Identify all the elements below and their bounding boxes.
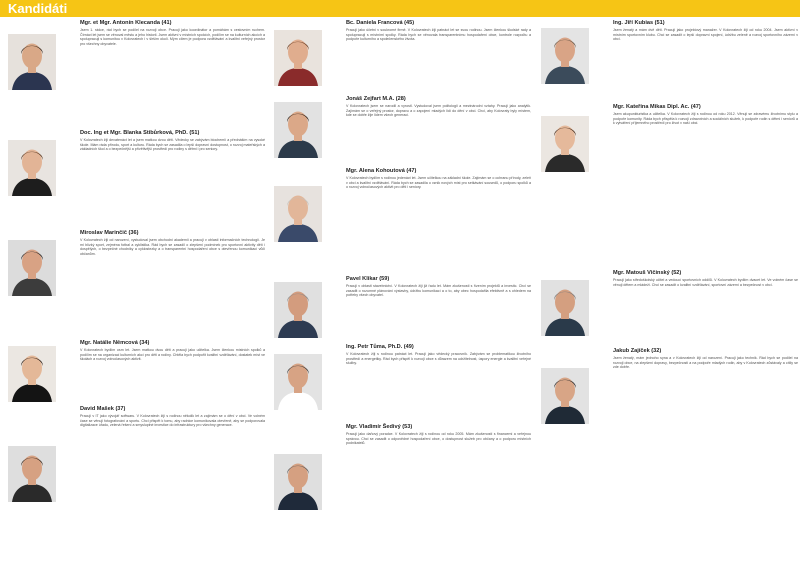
candidate-photo [8, 140, 56, 196]
candidates-column-3 [539, 20, 798, 538]
candidate-photo [274, 454, 322, 510]
portrait-face [555, 38, 575, 63]
candidate-card [6, 406, 265, 556]
candidate-card [6, 130, 265, 230]
candidate-name: Mgr. et Mgr. Antonín Klecanda (41) [80, 20, 172, 26]
candidate-bio: Jsem akupunkturistka a učitelka. V Kolovratech žiji s rodinou od roku 2012. Věnuji se zdravému životnímu stylu a podpoře komunity. Ráda bych přispěla k rozvoji zdravotních a sociálních služeb, k podpoře rodin s dětmi i seniorů a k vytváření příjemného prostředí pro život v naší obci. [613, 112, 798, 126]
candidate-card [272, 276, 531, 344]
portrait-face [288, 292, 308, 317]
candidate-name: Mgr. Vladimír Šedivý (53) [346, 424, 413, 430]
candidate-name: Mgr. Kateřina Mikas Dipl. Ac. (47) [613, 104, 701, 110]
portrait-image [541, 116, 589, 172]
candidates-column-2 [272, 20, 531, 538]
candidate-bio: Pracuji jako středoškolský učitel a vedoucí sportovních oddílů. V Kolovratech bydlím dvacet let. Ve volném čase se věnuji dětem a mládeži. Chci se zasadit o kvalitní vzdělávání, sportovní zázemí a bezpečnost v obci. [613, 278, 798, 287]
portrait-face [22, 150, 42, 175]
portrait-image [8, 240, 56, 296]
portrait-face [555, 126, 575, 151]
candidate-photo [274, 102, 322, 158]
portrait-image [8, 140, 56, 196]
candidate-card [272, 424, 531, 538]
candidate-card [272, 168, 531, 276]
candidate-photo [8, 240, 56, 296]
portrait-face [22, 356, 42, 381]
candidate-name: Bc. Daniela Francová (45) [346, 20, 415, 26]
candidate-bio: Pracuji v IT jako vývojář softwaru. V Kolovratech žiji s rodinou několik let a zajímám se o dění v obci. Ve volném čase se věnuji fotografování a sportu. Chci přispět k tomu, aby radnice komunikovala otevřeně, aby se podporovala digitalizace úřadu, zelená řešení a smysluplné investice do infrastruktury pro všechny generace. [80, 414, 265, 428]
candidate-photo [274, 30, 322, 86]
portrait-face [22, 250, 42, 275]
portrait-image [541, 28, 589, 84]
portrait-image [8, 446, 56, 502]
candidate-name: Mgr. Natálie Němcová (34) [80, 340, 150, 346]
candidate-card [6, 340, 265, 406]
candidate-card [6, 230, 265, 340]
portrait-image [274, 186, 322, 242]
candidate-name: Mgr. Alena Kohoutová (47) [346, 168, 417, 174]
portrait-face [288, 464, 308, 489]
candidate-photo [541, 116, 589, 172]
candidate-name: Ing. Petr Tůma, Ph.D. (49) [346, 344, 414, 350]
page-title: Kandidáti [8, 1, 68, 16]
candidate-photo [541, 28, 589, 84]
portrait-image [8, 346, 56, 402]
candidate-card [272, 20, 531, 96]
candidate-name: Pavel Klikar (59) [346, 276, 390, 282]
candidate-bio: V Kolovratech bydlím osm let. Jsem matkou dvou dětí a pracuji jako učitelka. Jsem členkou místních spolků a podílím se na organizaci kulturních akcí pro děti a rodiny. Chtěla bych podpořit kvalitní vzdělávání, dostatek míst ve školách a rozvoj volnočasových aktivit. [80, 348, 265, 362]
candidate-photo [541, 280, 589, 336]
candidate-bio: V Kolovratech žiji s rodinou patnáct let. Pracuji jako vědecký pracovník. Zabývám se problematikou životního prostředí a energetiky. Rád bych přispěl k rozvoji obce s důrazem na udržitelnost, úspory energie a kvalitní veřejné služby. [346, 352, 531, 366]
candidate-name: Doc. Ing et Mgr. Blanka Stibůrková, PhD. (51) [80, 130, 200, 136]
portrait-image [8, 34, 56, 90]
candidate-photo [8, 346, 56, 402]
candidate-name: Jakub Zajíček (32) [613, 348, 662, 354]
portrait-image [274, 354, 322, 410]
candidates-column-1 [6, 20, 265, 556]
candidate-card [6, 20, 265, 130]
candidate-name: David Mašek (37) [80, 406, 126, 412]
candidate-card [272, 344, 531, 424]
portrait-image [274, 102, 322, 158]
portrait-face [288, 196, 308, 221]
candidate-bio: Pracuji jako účetní v soukromé firmě. V Kolovratech žiji patnáct let se svou rodinou. Jsem členkou školské rady a spolupracuji s místními spolky. Ráda bych se věnovala transparentnímu hospodaření obce, kontrole rozpočtu a podpoře kulturního a společenského života. [346, 28, 531, 42]
candidate-bio: Pracuji jako daňový poradce. V Kolovratech žiji s rodinou od roku 2005. Mám zkušenosti s financemi a veřejnou správou. Chci se zasadit o odpovědné hospodaření obce, o dostupnost služeb pro občany a o podporu místních podnikatelů. [346, 432, 531, 446]
candidate-bio: V Kolovratech bydlím s rodinou jedenáct let. Jsem učitelkou na základní škole. Zajímám se o ochranu přírody, zeleň v obci a kvalitní vzdělávání. Ráda bych se zasadila o vznik nových míst pro setkávání sousedů, o podporu spolků a o rozvoj volnočasových aktivit pro děti i seniory. [346, 176, 531, 190]
candidate-card [539, 270, 798, 348]
candidate-name: Jonáš Zejfart M.A. (28) [346, 96, 406, 102]
portrait-image [274, 282, 322, 338]
page-header [0, 0, 800, 17]
candidate-bio: V Kolovratech žiji od narození, vystudoval jsem obchodní akademii a pracuji v oblasti informačních technologií. Je mi blízký sport, zejména fotbal a cyklistika. Rád bych se zasadil o zlepšení podmínek pro sportovní aktivity dětí i dospělých, o bezpečné chodníky a cyklostezky a o transparentní hospodaření obce s otevřenou komunikací vůči občanům. [80, 238, 265, 257]
portrait-image [541, 368, 589, 424]
candidate-name: Miroslav Marinčič (36) [80, 230, 139, 236]
portrait-image [541, 280, 589, 336]
candidate-bio: Jsem ženatý a mám dvě děti. Pracuji jako projektový manažer. V Kolovratech žiji od roku 2004. Jsem aktivní v místním sportovním klubu. Chci se zasadit o lepší dopravní spojení, údržbu zeleně a rozvoj sportovního zázemí v obci. [613, 28, 798, 42]
candidate-bio: Jsem 1. rádce, rád bych se podílel na rozvoji obce. Pracuji jako koordinátor a pomáhám s cestovním ruchem. Čtrnáct let jsem se věnoval městu a jeho historii. Jsem aktivní v místních spolcích, podílím se na kulturních akcích a spolupracuji s komunitou v Kolovratech i v širším okolí. Mým cílem je podpora vzdělávání a kvalitní veřejný prostor pro všechny obyvatele. [80, 28, 265, 47]
candidate-bio: V Kolovratech žiji devatenáct let a jsem matkou dvou dětí. Vědecky se zabývám biochemií a přednáším na vysoké škole. Mám ráda přírodu, sport a kulturu. Ráda bych se zasadila o lepší dopravní dostupnost, o rozvoj mateřských a základních škol a o bezpečnější a přívětivější prostředí pro rodiny s dětmi i pro seniory. [80, 138, 265, 152]
candidate-bio: Pracuji v oblasti stavebnictví. V Kolovratech žiji již řadu let. Mám zkušenosti s řízením projektů a investic. Chci se zasadit o rozumné plánování výstavby, údržbu komunikací a o to, aby obec hospodařila efektivně a s ohledem na potřeby všech obyvatel. [346, 284, 531, 298]
portrait-face [288, 112, 308, 137]
candidate-photo [8, 34, 56, 90]
candidate-card [539, 20, 798, 104]
candidate-photo [274, 186, 322, 242]
candidate-name: Mgr. Matouš Vičinský (52) [613, 270, 682, 276]
portrait-image [274, 454, 322, 510]
candidate-name: Ing. Jiří Kubias (51) [613, 20, 665, 26]
candidate-photo [541, 368, 589, 424]
portrait-face [555, 290, 575, 315]
candidate-photo [8, 446, 56, 502]
portrait-face [288, 40, 308, 65]
portrait-image [274, 30, 322, 86]
portrait-face [288, 364, 308, 389]
candidate-card [539, 104, 798, 270]
portrait-face [22, 456, 42, 481]
candidate-bio: Jsem ženatý, mám jednoho syna a v Kolovratech žiji od narození. Pracuji jako technik. Rád bych se podílel na rozvoji obce, na zlepšení dopravy, bezpečnosti a na podpoře mladých rodin, aby v Kolovratech zůstávaly a cítily se zde dobře. [613, 356, 798, 370]
portrait-face [22, 44, 42, 69]
candidate-card [539, 348, 798, 538]
candidate-photo [274, 282, 322, 338]
portrait-face [555, 378, 575, 403]
candidate-card [272, 96, 531, 168]
candidate-photo [274, 354, 322, 410]
candidate-bio: V Kolovratech jsem se narodil a vyrostl. Vystudoval jsem politologii a mezinárodní vztahy. Pracuji jako analytik. Zajímám se o veřejný prostor, dopravu a o zapojení mladých lidí do dění v obci. Chci, aby Kolovraty byly místem, kde se dobře žije lidem všech generací. [346, 104, 531, 118]
